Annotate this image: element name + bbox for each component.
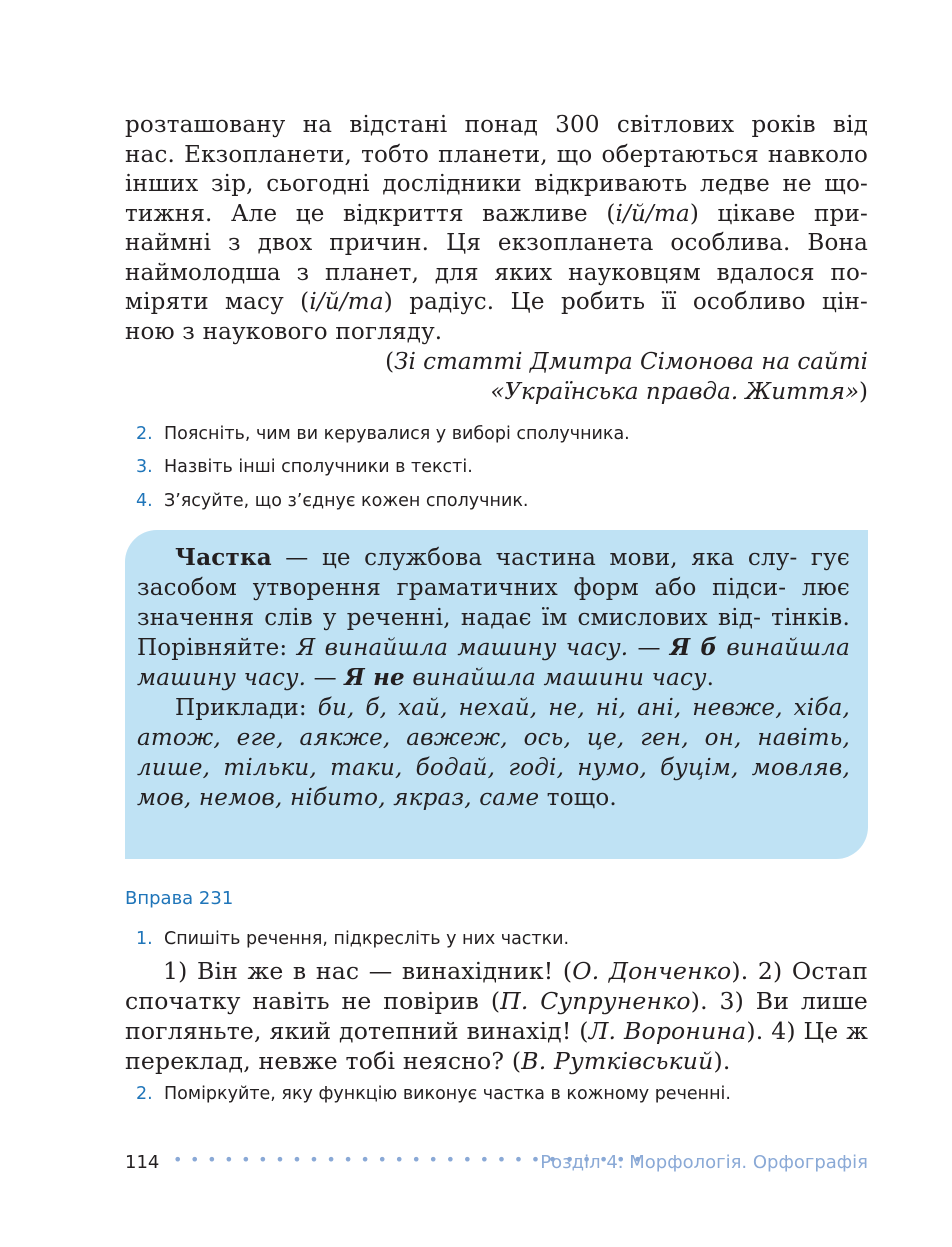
text-line: наймолодша з планет, для яких науковцям вдалося по- bbox=[125, 259, 868, 286]
text-line: міряти масу (і/й/та) радіус. Це робить її особливо цін- bbox=[125, 289, 869, 315]
footer-dotted-leader: •••••••••••••••••••••••••••• bbox=[173, 1150, 651, 1169]
task-text: З’ясуйте, що з’єднує кожен сполучник. bbox=[164, 491, 529, 511]
task-item bbox=[136, 1083, 731, 1105]
text-line: розташовану на відстані понад 300 світлових років від bbox=[125, 112, 868, 138]
task-number: 3. bbox=[136, 457, 153, 477]
text-line: тижня. Але це відкриття важливе (і/й/та) цікаве при- bbox=[125, 200, 868, 227]
task-number: 1. bbox=[136, 929, 153, 949]
task-text: Спишіть речення, підкресліть у них частки. bbox=[164, 929, 570, 949]
task-text: Назвіть інші сполучники в тексті. bbox=[164, 457, 473, 477]
rule-examples: Приклади: би, б, хай, нехай, не, ні, ані, невже, хіба, атож, еге, аякже, авжеж, ось, це, ген, он, навіть, лише, тільки, таки, бодай, годі, нумо, буцім, мовляв, мов, немов, нібито, якраз, саме тощо. bbox=[137, 695, 850, 811]
rule-term: Частка bbox=[175, 544, 272, 571]
task-number: 4. bbox=[136, 491, 153, 511]
task-item bbox=[136, 490, 528, 512]
task-number: 2. bbox=[136, 424, 153, 444]
task-item bbox=[136, 928, 569, 950]
rule-definition: Частка — це службова частина мови, яка слу- гує засобом утворення граматичних форм або підси- лює значення слів у реченні, надає їм смислових від- тінків. Порівняйте: Я винайшла машину часу. — Я б винайшла машину часу. — Я не винайшла машини часу. bbox=[137, 544, 851, 691]
text-line: 1) Він же в нас — винахідник! (О. Донченко). 2) Остап bbox=[163, 957, 869, 985]
text-line: нас. Екзопланети, тобто планети, що обертаються навколо bbox=[125, 141, 868, 168]
text-line: ною з наукового погляду. bbox=[125, 318, 443, 345]
task-item bbox=[136, 423, 630, 445]
text-line: переклад, невже тобі неясно? (В. Рутківський). bbox=[125, 1047, 731, 1075]
task-item bbox=[136, 456, 473, 478]
text-line: інших зір, сьогодні дослідники відкривають ледве не що- bbox=[125, 171, 868, 197]
text-line: погляньте, який дотепний винахід! (Л. Воронина). 4) Це ж bbox=[125, 1017, 869, 1045]
reading-text bbox=[125, 111, 868, 347]
page-number: 114 bbox=[125, 1152, 160, 1173]
section-title: Розділ 4. Морфологія. Орфографія bbox=[540, 1152, 868, 1173]
text-line: спочатку навіть не повірив (П. Супруненко). 3) Ви лише bbox=[125, 987, 868, 1015]
task-number: 2. bbox=[136, 1084, 153, 1104]
source-citation: (Зі статті Дмитра Сімонова на сайті «Українська правда. Життя») bbox=[385, 349, 868, 405]
rule-text bbox=[137, 543, 850, 813]
exercise-title: Вправа 231 bbox=[125, 888, 234, 909]
exercise-sentences bbox=[125, 956, 868, 1076]
task-text: Поясніть, чим ви керувалися у виборі сполучника. bbox=[164, 424, 630, 444]
task-text: Поміркуйте, яку функцію виконує частка в кожному реченні. bbox=[164, 1084, 731, 1104]
text-line: наймні з двох причин. Ця екзопланета особлива. Вона bbox=[125, 230, 868, 256]
